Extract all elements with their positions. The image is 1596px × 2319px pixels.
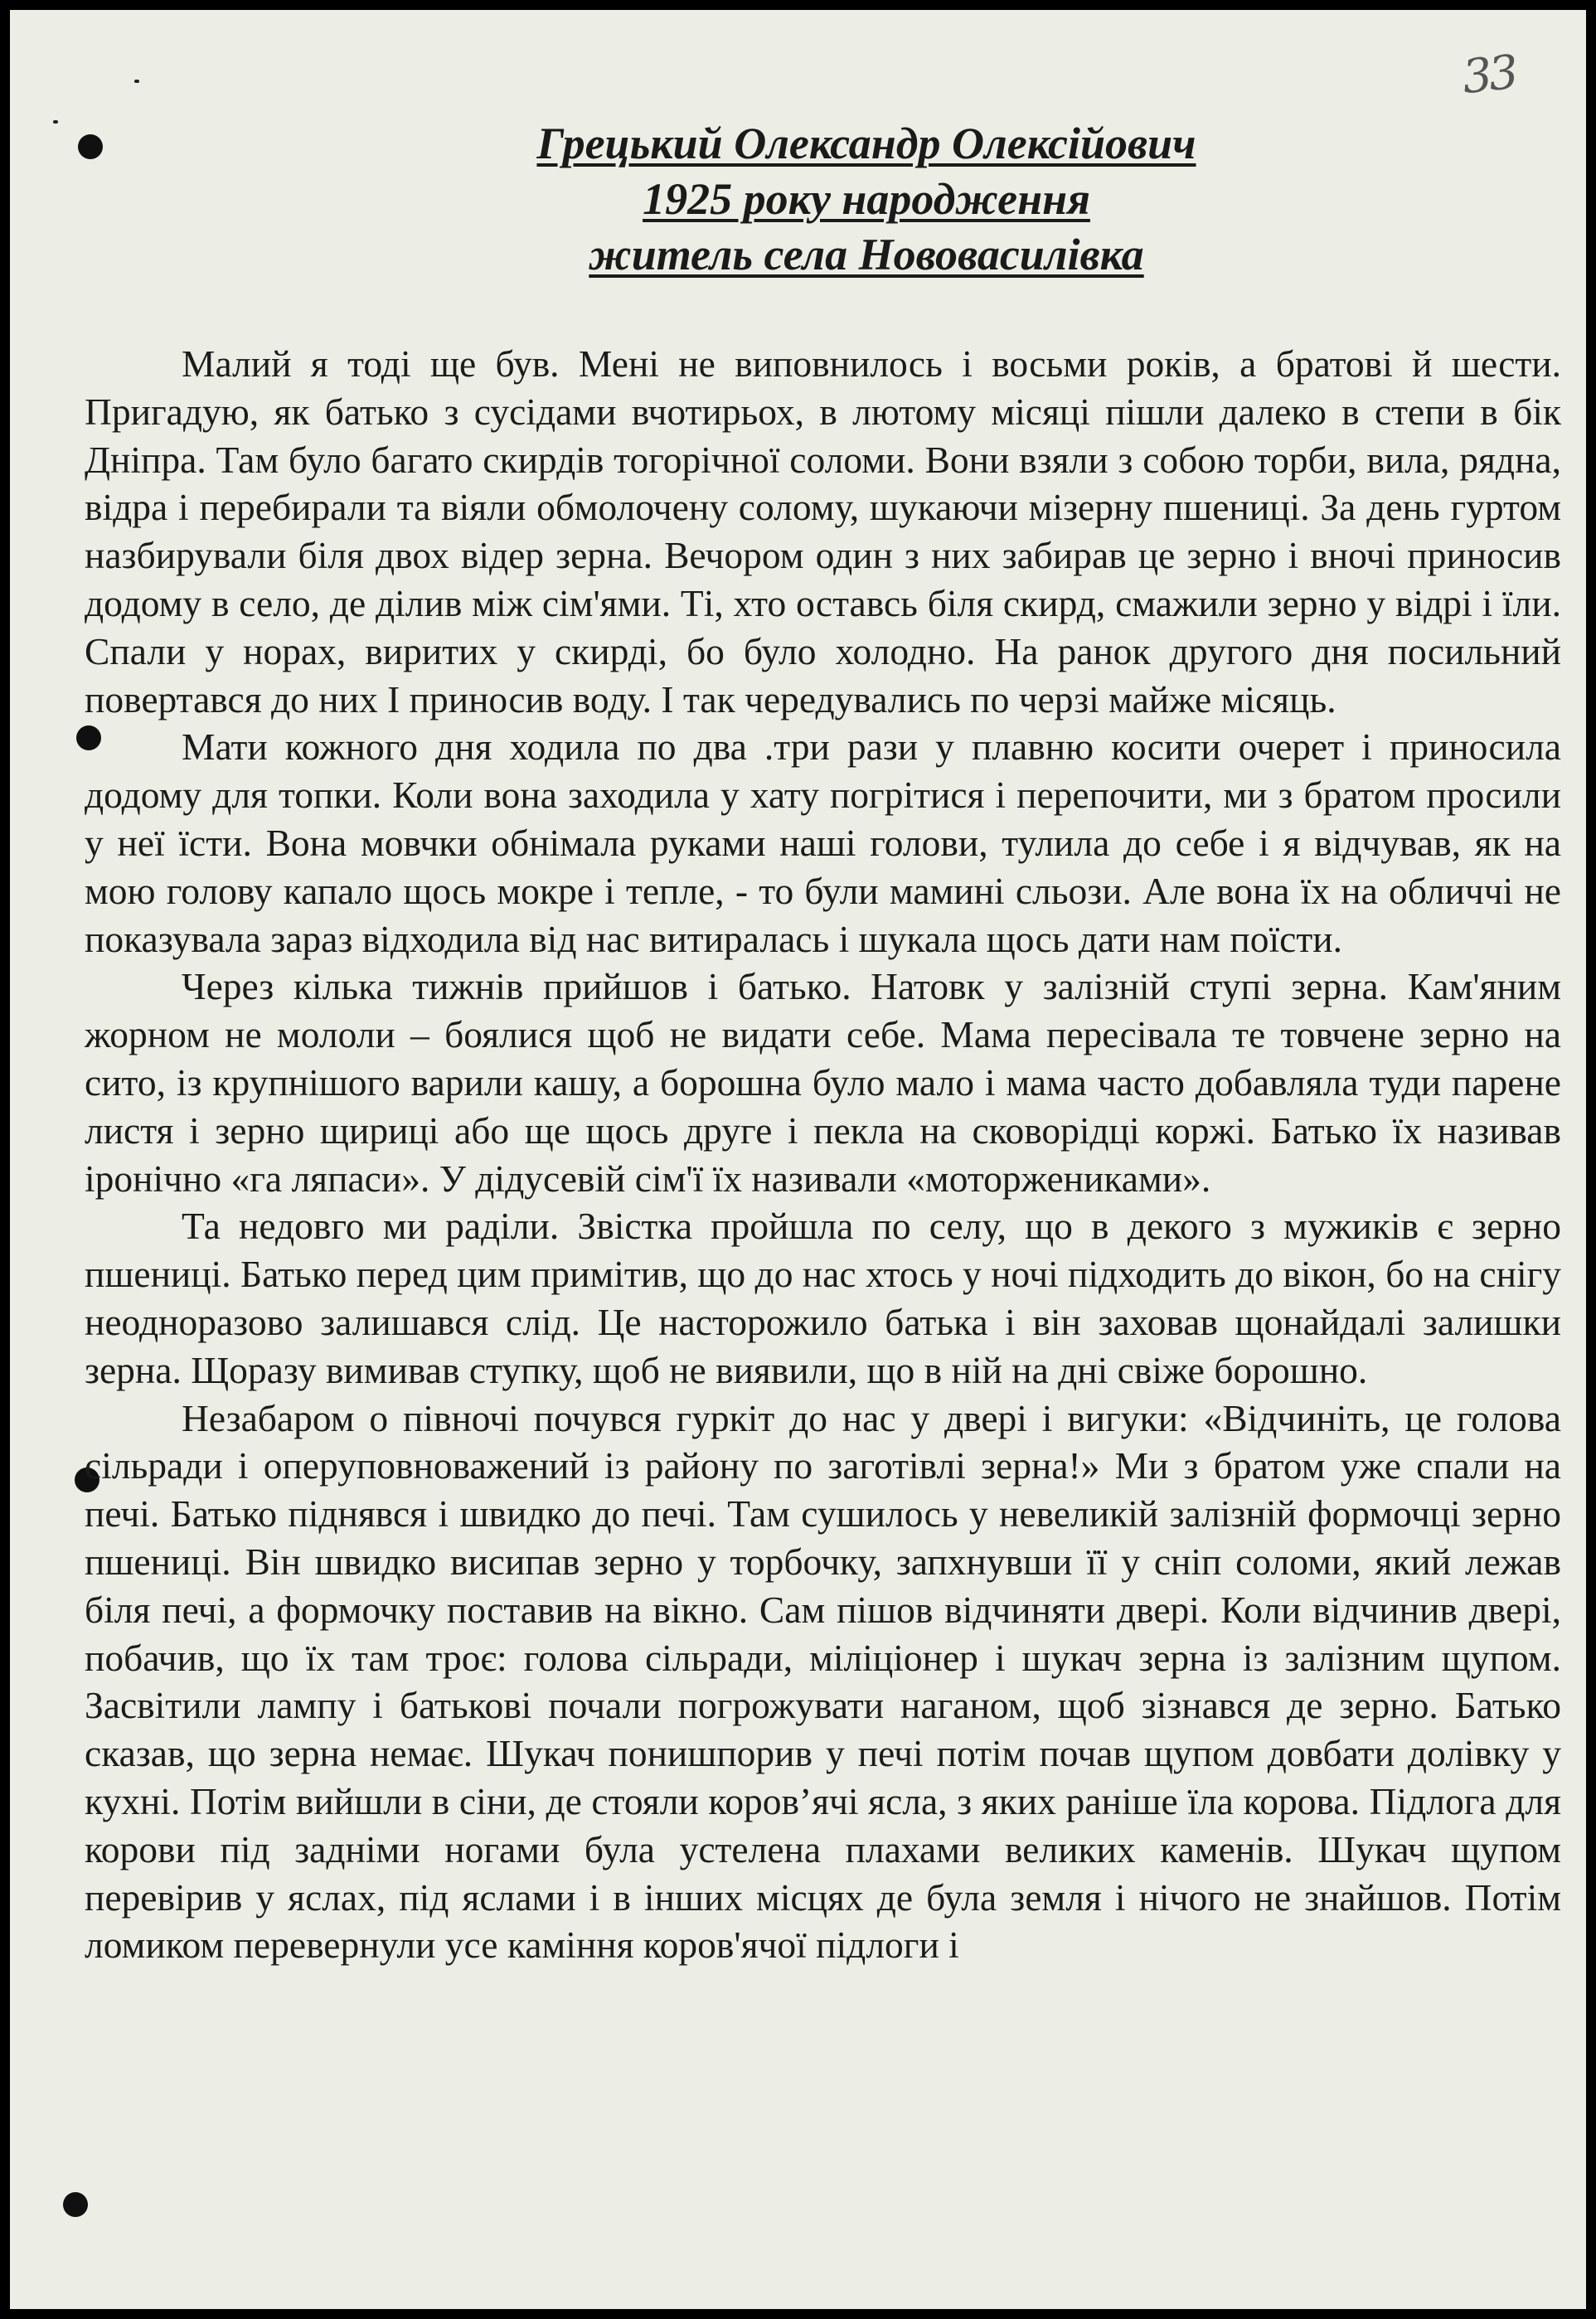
- handwritten-page-number: 33: [1459, 45, 1518, 105]
- header-person-name: Грецький Олександр Олексійович: [536, 119, 1196, 168]
- document-body: [85, 340, 1561, 1969]
- header-birth-year: 1925 року народження: [643, 174, 1090, 224]
- paragraph-5: Незабаром о півночі почувся гуркіт до нас у двері і вигуки: «Відчиніть, це голова сільради і оперуповноважений із району по заготівлі зерна!» Ми з братом уже спали на печі. Батько піднявся і швидко до печі. Там сушилось у невеликій залізній формочці зерно пшениці. Він швидко висипав зерно у торбочку, запхнувши її у сніп соломи, який лежав біля печі, а формочку поставив на вікно. Сам пішов відчиняти двері. Коли відчинив двері, побачив, що їх там троє: голова сільради, міліціонер і шукач зерна із залізним щупом. Засвітили лампу і батькові почали погрожувати наганом, щоб зізнався де зерно. Батько сказав, що зерна немає. Шукач понишпорив у печі потім почав щупом довбати долівку у кухні. Потім вийшли в сіни, де стояли коров’ячі ясла, з яких раніше їла корова. Підлога для корови під задніми ногами була устелена плахами великих каменів. Шукач щупом перевірив у яслах, під яслами і в інших місцях де була земля і нічого не знайшов. Потім ломиком перевернули усе каміння коров'ячої підлоги і: [85, 1396, 1561, 1967]
- scan-speck-1: [134, 80, 139, 83]
- paragraph-2: Мати кожного дня ходила по два .три рази у плавню косити очерет і приносила додому для топки. Коли вона заходила у хату погрітися і перепочити, ми з братом просили у неї їсти. Вона мовчки обнімала руками наші голови, тулила до себе і я відчував, як на мою голову капало щось мокре і тепле, - то були мамині сльози. Але вона їх на обличчі не показувала зараз відходила від нас витиралась і шукала щось дати нам поїсти.: [85, 725, 1561, 960]
- paragraph-4: Та недовго ми раділи. Звістка пройшла по селу, що в декого з мужиків є зерно пшениці. Батько перед цим примітив, що до нас хтось у ночі підходить до вікон, бо на снігу неодноразово залишався слід. Це насторожило батька і він заховав щонайдалі залишки зерна. Щоразу вимивав ступку, щоб не виявили, що в ній на дні свіже борошно.: [85, 1205, 1561, 1391]
- header-residence: житель села Нововасилівка: [589, 230, 1144, 279]
- paragraph-1: Малий я тоді ще був. Мені не виповнилось і восьми років, а братові й шести. Пригадую, як батько з сусідами вчотирьох, в лютому місяці пішли далеко в степи в бік Дніпра. Там було багато скирдів тогорічної соломи. Вони взяли з собою торби, вила, рядна, відра і перебирали та віяли обмолочену солому, шукаючи мізерну пшениці. За день гуртом назбирували біля двох відер зерна. Вечором один з них забирав це зерно і вночі приносив додому в село, де ділив між сім'ями. Ті, хто оставсь біля скирд, смажили зерно у відрі і їли. Спали у норах, виритих у скирді, бо було холодно. На ранок другого дня посильний повертався до них І приносив воду. І так чередувались по черзі майже місяць.: [85, 342, 1561, 720]
- punch-hole-4: [63, 2192, 88, 2217]
- document-header: [10, 116, 1586, 283]
- document-page: [10, 10, 1586, 2309]
- paragraph-3: Через кілька тижнів прийшов і батько. Натовк у залізній ступі зерна. Кам'яним жорном не мололи – боялися щоб не видати себе. Мама пересівала те товчене зерно на сито, із крупнішого варили кашу, а борошна було мало і мама часто добавляла туди парене листя і зерно щириці або ще щось друге і пекла на сковорідці коржі. Батько їх називав іронічно «га ляпаси». У дідусевій сім'ї їх називали «моторжениками».: [85, 965, 1561, 1200]
